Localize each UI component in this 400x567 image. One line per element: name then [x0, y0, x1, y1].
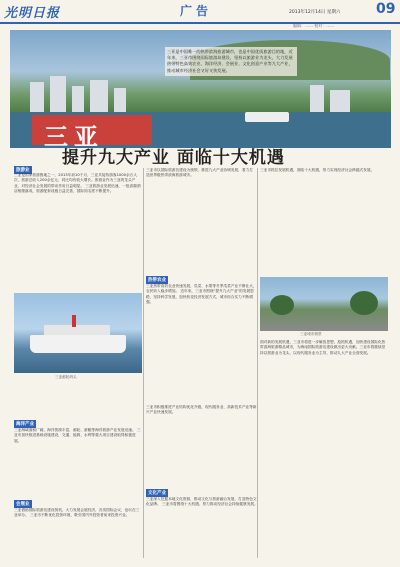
section-body: 三亚海域面积广阔，海洋资源丰富，邮轮、游艇等海洋旅游产业发展迅速。	[14, 428, 136, 432]
photo-caption: 三亚邮轮码头	[55, 375, 77, 379]
article-column	[14, 173, 142, 293]
ship-hull	[30, 335, 126, 353]
building	[30, 82, 44, 112]
tree	[350, 291, 378, 315]
section-body: 三亚热带高效农业快速发展，瓜菜、水果等冬季瓜菜产业不断壮大，农民收入稳步增加。	[146, 284, 257, 294]
street-photo	[260, 277, 388, 331]
article-column: 三亚市抓住发展机遇，面临十大机遇，努力实现经济社会跨越式发展。	[260, 168, 375, 172]
column-divider	[143, 168, 144, 558]
article-column: 面对新的发展机遇，三亚市将进一步解放思想，抢抓机遇，加快建设国际化热带滨海旅游精品城市，为海南国际旅游岛建设做出更大贡献。三亚市将继续坚持以旅游业为龙头，以现代服务业为主导，推动九大产业全面发展。	[260, 340, 386, 355]
column-text: 三亚市不断优化投资环境，吸引国内外投资者前来投资兴业。	[29, 513, 130, 518]
section-tag: 会展业	[16, 502, 30, 507]
newspaper-logo: 光明日报	[4, 6, 61, 21]
cruise-ship-photo	[14, 293, 142, 373]
section-body: 三亚深入挖掘本地文化资源，推动文化与旅游融合发展，打造特色文化品牌。	[146, 497, 257, 507]
section-tag: 旅游业	[16, 168, 30, 173]
section-label: 广告	[180, 4, 213, 18]
building	[114, 88, 126, 112]
article-column	[146, 284, 258, 379]
dateline: 2013年12月14日 星期六	[289, 10, 341, 15]
lead-paragraph: 三亚是中国唯一的热带滨海旅游城市，也是中国优质旅游目的地，近年来，三亚市围绕国际旅游岛建设，坚持以旅游业为龙头，大力发展热带特色高效农业、海洋经济、会展业、文化创意产业等九大产业，推动城市经济社会又好又快发展。	[165, 47, 297, 76]
page-headline: 提升九大产业 面临十大机遇	[62, 148, 285, 168]
brand-title: 三亚	[44, 122, 104, 151]
building	[50, 76, 66, 112]
column-text: 近年来，三亚市围绕"提升九大产业"的发展思路，坚持科学发展，加快转变经济发展方式，城市综合实力不断增强。	[146, 289, 254, 305]
section-tag: 海洋产业	[16, 422, 34, 427]
building	[330, 90, 350, 112]
building	[310, 85, 324, 112]
section-tag: 文化产业	[148, 491, 166, 496]
tree	[270, 295, 294, 315]
cruise-ship	[245, 112, 289, 122]
building	[90, 80, 108, 112]
ship-funnel	[72, 315, 76, 327]
article-column: 三亚市积极推进产业结构优化升级，现代服务业、高新技术产业等新兴产业快速发展。	[146, 405, 257, 415]
article-column: 三亚市以国际旅游岛建设为统领，推进九大产业协调发展，着力打造世界级热带滨海旅游城市。	[146, 168, 253, 178]
article-column	[14, 428, 142, 498]
photo-caption: 三亚城市街景	[300, 332, 322, 336]
section-body: 三亚是国家旅游胜地之一，2013年前10个月，三亚共接待游客1000余万人次，旅游总收入200余亿元，同比均有较大增长。旅游业作为三亚的龙头产业，对经济社会发展的带动作用日益明显。	[14, 173, 138, 188]
column-text: 三亚市将围绕十大机遇，努力推动经济社会持续健康发展。	[161, 502, 258, 507]
column-text: 三亚市加快推进基础设施建设，交通、能源、水利等重大项目建设取得积极进展。	[14, 428, 141, 443]
building	[72, 86, 84, 112]
page-number: 09	[376, 1, 396, 17]
column-text: 三亚旅游业发展迅速，一批高端酒店相继落成，旅游配套设施日益完善，国际知名度不断提升。	[14, 183, 141, 194]
masthead	[0, 0, 400, 24]
edition-subline: 编辑：…… 校对：……	[293, 23, 335, 28]
article-column	[146, 497, 258, 557]
section-tag: 热带农业	[148, 278, 166, 283]
article-column	[14, 508, 142, 558]
section-body: 三亚借助国际旅游岛建设契机，大力发展会展经济，各类国际会议、论坛在三亚举办。	[14, 508, 140, 518]
